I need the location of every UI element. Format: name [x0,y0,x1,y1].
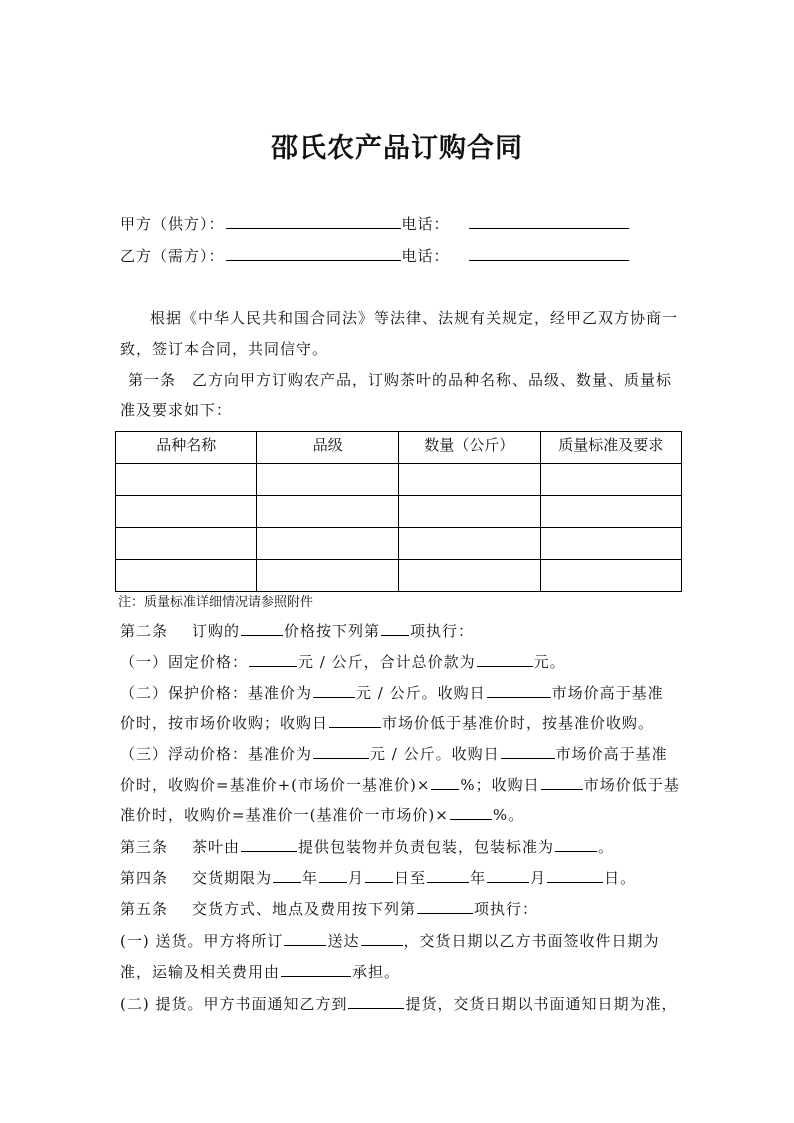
intro-line: 致，签订本合同，共同信守。 [120,340,329,358]
clause-line [120,993,678,1014]
header-quality: 质量标准及要求 [540,432,682,464]
party-a-line [120,213,630,234]
clause-text: %。 [492,806,525,824]
table-cell[interactable] [257,496,398,528]
table-row [116,528,682,560]
intro-line: 根据《中华人民共和国合同法》等法律、法规有关规定，经甲乙双方协商一 [150,309,679,327]
clause-text: 市场价高于基准 [555,745,668,763]
fill-in-blank[interactable] [541,774,583,790]
header-grade: 品级 [257,432,398,464]
fill-in-blank[interactable] [477,651,533,667]
clause-text: 市场价低于基 [583,776,680,794]
table-cell[interactable] [116,464,257,496]
table-row [116,560,682,592]
table-cell[interactable] [257,560,398,592]
fill-in-blank[interactable] [427,867,469,883]
table-cell[interactable] [116,560,257,592]
table-header-row [116,432,682,464]
clause-text: (一) 送货。甲方将所订 [120,932,284,950]
table-cell[interactable] [398,528,540,560]
fill-in-blank[interactable] [365,867,393,883]
product-table [115,431,682,592]
clause-text: （三）浮动价格：基准价为 [120,745,313,763]
clause-text: 价格按下列第 [284,622,381,640]
party-a-label: 甲方（供方）： [120,215,225,233]
clause-text: 元 / 公斤。收购日 [370,745,500,763]
table-cell[interactable] [540,464,682,496]
article-1-line: 准及要求如下： [120,401,233,419]
clause-text: 提供包装物并负责包装，包装标准为 [298,838,555,856]
clause-label: 第三条 [120,838,169,856]
clause-text: 。 [598,838,615,856]
clause-text: 元 / 公斤。收购日 [356,684,486,702]
fill-in-blank[interactable] [273,867,301,883]
clause-line [120,961,400,982]
clause-line [120,712,654,733]
header-variety: 品种名称 [116,432,257,464]
header-quantity: 数量（公斤） [398,432,540,464]
clause-text: 交货方式、地点及费用按下列第 [192,900,417,918]
clause-line [120,867,636,888]
clause-text: 价时，按市场价收购；收购日 [120,714,329,732]
table-cell[interactable] [398,464,540,496]
fill-in-blank[interactable] [348,993,404,1009]
fill-in-blank[interactable] [281,961,351,977]
table-row [116,496,682,528]
table-cell[interactable] [540,528,682,560]
clause-line [120,898,538,919]
clause-text: 订购的 [192,622,241,640]
clause-line [120,620,474,641]
fill-in-blank[interactable] [501,743,555,759]
party-b-line [120,245,630,266]
clause-text: 元 / 公斤，合计总价款为 [298,653,476,671]
fill-in-blank[interactable] [329,712,381,728]
clause-text: （一）固定价格： [120,653,249,671]
clause-line [120,836,614,857]
clause-text: 项执行： [410,622,475,640]
clause-line [120,743,668,764]
fill-in-blank[interactable] [241,620,283,636]
party-b-label: 乙方（需方）： [120,247,225,265]
clause-text: （二）保护价格：基准价为 [120,684,313,702]
fill-in-blank[interactable] [487,867,529,883]
clause-text: 市场价高于基准 [551,684,664,702]
table-cell[interactable] [398,560,540,592]
table-row [116,464,682,496]
fill-in-blank[interactable] [417,898,473,914]
clause-line [120,804,524,825]
table-cell[interactable] [257,528,398,560]
table-cell[interactable] [116,528,257,560]
fill-in-blank[interactable] [284,930,326,946]
document-title: 邵氏农产品订购合同 [271,133,523,164]
clause-text: 提货，交货日期以书面通知日期为准， [405,995,678,1013]
party-a-name-field[interactable] [226,213,401,229]
fill-in-blank[interactable] [249,651,297,667]
clause-text: 市场价低于基准价时，按基准价收购。 [382,714,655,732]
table-cell[interactable] [257,464,398,496]
clause-text: 年 [302,869,319,887]
clause-line [120,774,680,795]
clause-text: 月 [530,869,547,887]
clause-text: 准，运输及相关费用由 [120,963,281,981]
table-cell[interactable] [398,496,540,528]
table-cell[interactable] [540,560,682,592]
clause-text: 茶叶由 [192,838,241,856]
clause-text: %；收购日 [460,776,540,794]
party-b-phone-field[interactable] [469,245,629,261]
table-cell[interactable] [540,496,682,528]
article-1-line: 第一条 乙方向甲方订购农产品，订购茶叶的品种名称、品级、数量、质量标 [128,371,673,389]
party-b-name-field[interactable] [226,245,401,261]
clause-text: 项执行： [474,900,539,918]
fill-in-blank[interactable] [313,682,355,698]
clause-text: 价时，收购价=基准价+(市场价一基准价)× [120,776,431,794]
fill-in-blank[interactable] [555,836,597,852]
fill-in-blank[interactable] [361,930,403,946]
clause-line [120,930,660,951]
clause-text: 准价时，收购价=基准价一(基准价一市场价)× [120,806,449,824]
fill-in-blank[interactable] [319,867,347,883]
party-a-phone-field[interactable] [469,213,629,229]
clause-text: ，交货日期以乙方书面签收件日期为 [403,932,660,950]
fill-in-blank[interactable] [487,682,551,698]
table-note: 注：质量标准详细情况请参照附件 [118,595,314,610]
fill-in-blank[interactable] [547,867,603,883]
clause-text: 交货期限为 [192,869,273,887]
clause-label: 第四条 [120,869,169,887]
clause-text: 年 [470,869,487,887]
clause-text: 承担。 [352,963,401,981]
clause-line [120,682,664,703]
party-b-phone-label: 电话： [401,247,450,265]
fill-in-blank[interactable] [313,743,369,759]
clause-text: 月 [348,869,365,887]
clause-text: 日至 [394,869,427,887]
fill-in-blank[interactable] [450,804,492,820]
table-cell[interactable] [116,496,257,528]
clause-text: 日。 [604,869,637,887]
party-a-phone-label: 电话： [401,215,450,233]
clause-line [120,651,566,672]
fill-in-blank[interactable] [431,774,459,790]
clause-label: 第五条 [120,900,169,918]
clause-text: 元。 [533,653,566,671]
clause-text: (二) 提货。甲方书面通知乙方到 [120,995,348,1013]
clause-text: 送达 [327,932,360,950]
fill-in-blank[interactable] [381,620,409,636]
clause-label: 第二条 [120,622,169,640]
fill-in-blank[interactable] [241,836,297,852]
